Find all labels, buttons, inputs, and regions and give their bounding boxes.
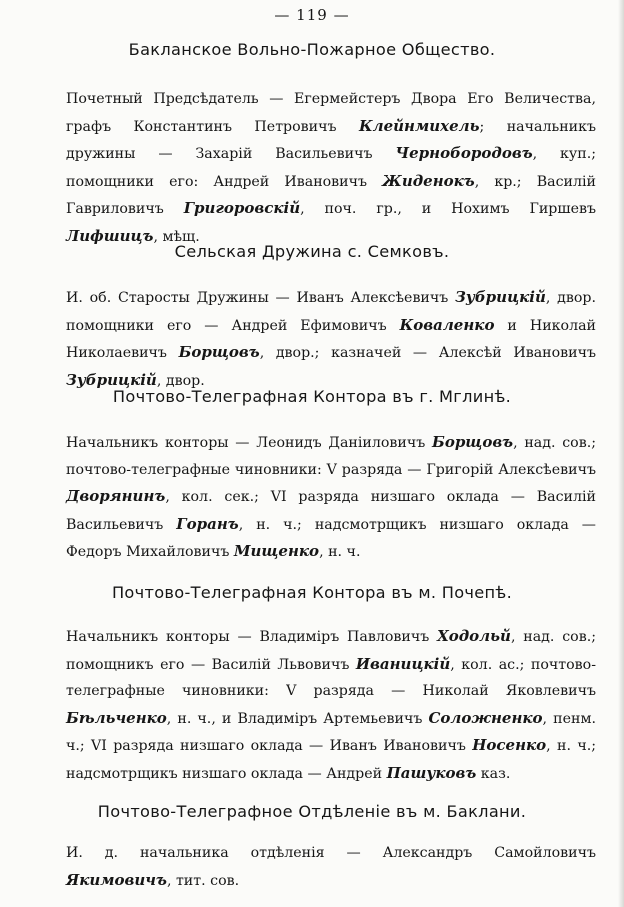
text-run: Почетный Предсѣдатель — Егермейстеръ Двора Его Величества, графъ Константинъ Петровичъ — [66, 91, 596, 135]
section-heading-baklan-fire-society: Бакланское Вольно-Пожарное Общество. — [128, 40, 496, 59]
section-body-baklan-post-branch — [66, 840, 596, 894]
person-surname: Коваленко — [399, 315, 495, 334]
person-surname: Якимовичъ — [66, 870, 167, 889]
section-heading-baklan-post-branch: Почтово-Телеграфное Отдѣленіе въ м. Баклани. — [97, 802, 527, 821]
person-surname: Бѣльченко — [66, 708, 167, 727]
text-run: , кол. сек.; VI разряда низшаго оклада — Василій Васильевичъ — [66, 489, 596, 533]
text-run: , кол. ас.; почтово-телеграфные чиновники: V разряда — Николай Яковлевичъ — [66, 656, 596, 699]
person-surname: Соложненко — [428, 708, 543, 727]
person-surname: Иваницкій — [355, 654, 451, 673]
person-surname: Клейнмихель — [358, 116, 480, 135]
person-surname: Григоровскій — [183, 199, 301, 217]
page-edge-shadow — [618, 0, 624, 907]
text-run: каз. — [476, 765, 511, 782]
text-run: , н. ч. — [319, 544, 361, 560]
text-run: , двор. — [156, 372, 205, 389]
text-run: и Николай Николаевичъ — [66, 317, 597, 361]
page-number: — 119 — — [274, 6, 350, 24]
text-run: , н. ч.; надсмотрщикъ низшаго оклада — Федоръ Михайловичъ — [66, 516, 596, 560]
person-surname: Зубрицкій — [66, 370, 157, 389]
text-run: , н. ч., и Владиміръ Артемьевичъ — [166, 710, 429, 727]
section-body-baklan-fire-society — [66, 86, 596, 250]
person-surname: Горанъ — [176, 514, 239, 533]
text-run: , над. сов.; помощникъ его — Василій Львовичъ — [66, 629, 596, 673]
text-run: И. об. Старосты Дружины — Иванъ Алексѣевичъ — [66, 290, 456, 306]
person-surname: Борщовъ — [178, 343, 260, 361]
section-body-semkov-brigade — [66, 284, 596, 394]
text-run: , двор. помощники его — Андрей Ефимовичъ — [66, 290, 596, 334]
section-heading-pochep-post-office: Почтово-Телеграфная Контора въ м. Почепѣ. — [111, 583, 513, 602]
person-surname: Мищенко — [233, 542, 320, 560]
text-run: ; начальникъ дружины — Захарій Васильевичъ — [66, 118, 596, 162]
section-heading-mglin-post-office: Почтово-Телеграфная Контора въ г. Мглинѣ. — [112, 387, 512, 406]
text-run: , куп.; помощники его: Андрей Ивановичъ — [66, 146, 597, 190]
person-surname: Жиденокъ — [382, 171, 475, 190]
text-run: Начальникъ конторы — Владиміръ Павловичъ — [66, 629, 438, 645]
person-surname: Борщовъ — [432, 433, 514, 451]
person-surname: Зубрицкій — [455, 288, 546, 306]
section-body-pochep-post-office — [66, 623, 596, 787]
text-run: , над. сов.; почтово-телеграфные чиновники: V разряда — Григорій Алексѣевичъ — [66, 435, 596, 478]
text-run: , н. ч.; надсмотрщикъ низшаго оклада — Андрей — [66, 738, 596, 782]
text-run: , пенм. ч.; VI разряда низшаго оклада — Иванъ Ивановичъ — [66, 710, 596, 754]
person-surname: Чернобородовъ — [395, 144, 533, 162]
person-surname: Лифшицъ — [66, 226, 154, 245]
text-run: Начальникъ конторы — Леонидъ Даніиловичъ — [66, 435, 432, 451]
person-surname: Носенко — [472, 736, 547, 754]
text-run: , тит. сов. — [166, 872, 240, 889]
person-surname: Дворянинъ — [66, 487, 166, 505]
text-run: , кр.; Василій Гавриловичъ — [66, 173, 596, 217]
text-run: , поч. гр., и Нохимъ Гиршевъ — [300, 201, 596, 217]
section-body-mglin-post-office — [66, 429, 596, 566]
section-heading-semkov-brigade: Сельская Дружина с. Семковъ. — [174, 242, 450, 261]
text-run: , двор.; казначей — Алексѣй Ивановичъ — [259, 345, 596, 361]
text-run: И. д. начальника отдѣленія — Александръ Самойловичъ — [66, 845, 596, 861]
person-surname: Ходольй — [437, 627, 511, 645]
person-surname: Пашуковъ — [386, 763, 477, 782]
text-run: , мѣщ. — [153, 228, 200, 245]
